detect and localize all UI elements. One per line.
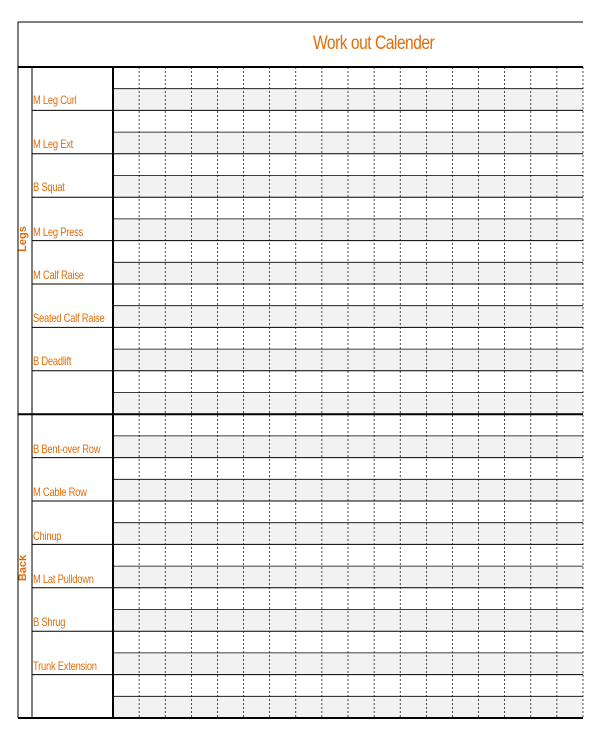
row-shade bbox=[113, 176, 583, 198]
exercise-label: M Leg Ext bbox=[33, 137, 74, 151]
exercise-label: B Deadlift bbox=[33, 354, 72, 368]
group-label-legs: Legs bbox=[17, 226, 29, 252]
exercise-label: B Shrug bbox=[33, 615, 66, 629]
row-shade bbox=[113, 479, 583, 501]
exercise-label: M Lat Pulldown bbox=[33, 572, 94, 586]
exercise-label: B Bent-over Row bbox=[33, 442, 101, 456]
exercise-label: Seated Calf Raise bbox=[33, 311, 105, 325]
exercise-label: M Leg Curl bbox=[33, 93, 77, 107]
exercise-label: B Squat bbox=[33, 180, 65, 194]
exercise-label: M Cable Row bbox=[33, 485, 87, 499]
row-shade bbox=[113, 523, 583, 545]
page-title: Work out Calender bbox=[313, 33, 435, 54]
group-label-back: Back bbox=[17, 554, 29, 582]
row-shade bbox=[113, 219, 583, 241]
exercise-label: Trunk Extension bbox=[33, 659, 97, 673]
exercise-label: M Calf Raise bbox=[33, 268, 84, 282]
exercise-label: Chinup bbox=[33, 529, 62, 543]
exercise-label: M Leg Press bbox=[33, 225, 83, 239]
